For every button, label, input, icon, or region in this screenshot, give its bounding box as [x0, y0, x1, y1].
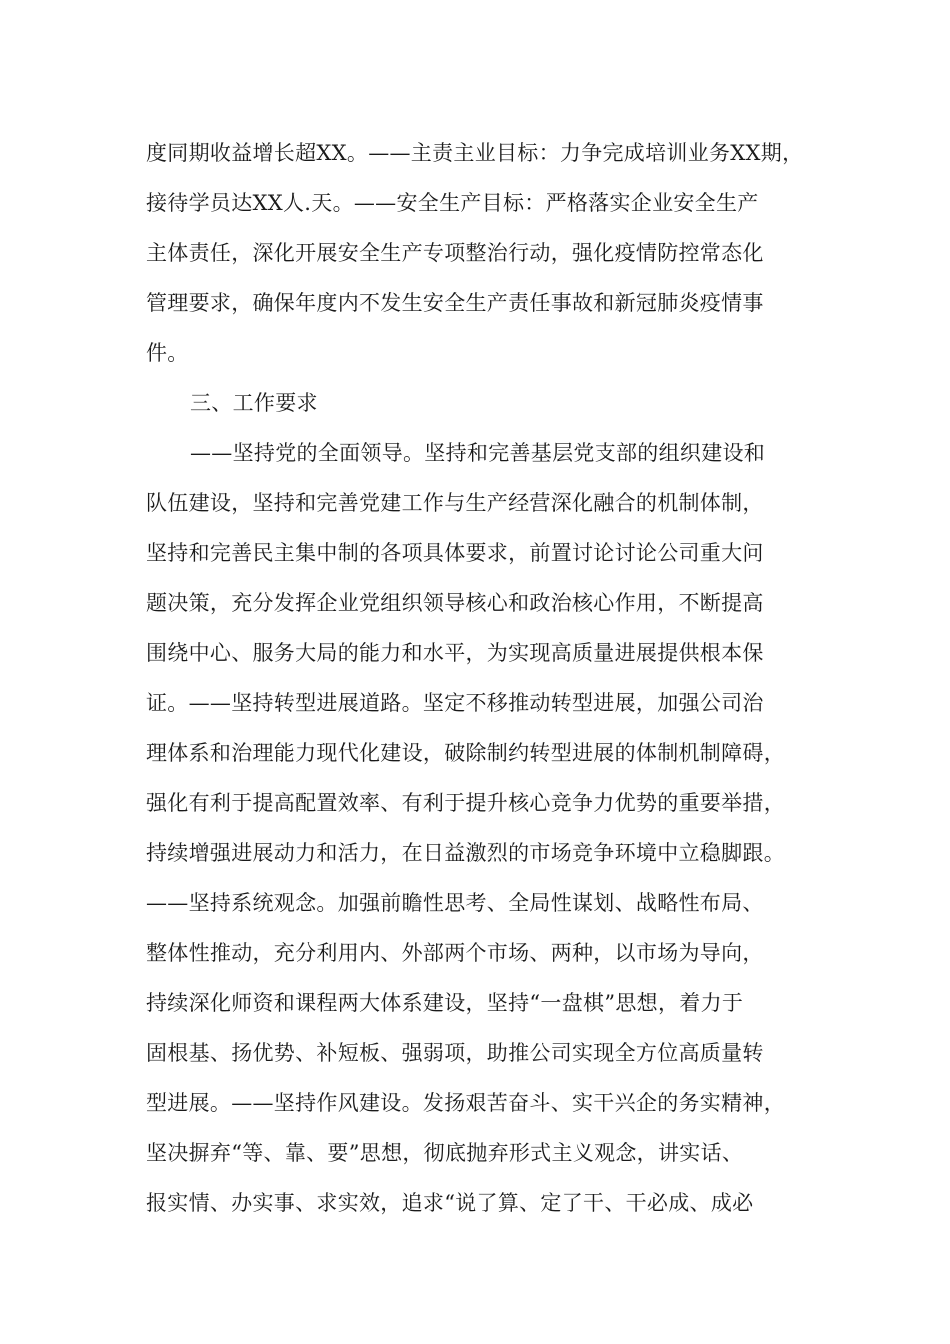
text-line: 坚决摒弃“等、靠、要”思想，彻底抛弃形式主义观念，讲实话、 — [146, 1141, 744, 1165]
text-line: 主体责任，深化开展安全生产专项整治行动，强化疫情防控常态化 — [146, 241, 764, 265]
text-line: 度同期收益增长超XX。——主责主业目标：力争完成培训业务XX期， — [146, 141, 804, 165]
text-line: 件。 — [146, 341, 189, 365]
text-line: 管理要求，确保年度内不发生安全生产责任事故和新冠肺炎疫情事 — [146, 291, 764, 315]
text-line: 强化有利于提高配置效率、有利于提升核心竞争力优势的重要举措， — [146, 791, 785, 815]
section-heading: 三、工作要求 — [190, 391, 318, 415]
text-line: 报实情、办实事、求实效，追求“说了算、定了干、干必成、成必 — [146, 1191, 754, 1215]
text-line: ——坚持党的全面领导。坚持和完善基层党支部的组织建设和 — [190, 441, 766, 465]
text-line: 题决策，充分发挥企业党组织领导核心和政治核心作用，不断提高 — [146, 591, 764, 615]
text-line: 型进展。——坚持作风建设。发扬艰苦奋斗、实干兴企的务实精神， — [146, 1091, 785, 1115]
text-line: 坚持和完善民主集中制的各项具体要求，前置讨论讨论公司重大问 — [146, 541, 764, 565]
text-line: 持续增强进展动力和活力，在日益激烈的市场竞争环境中立稳脚跟。 — [146, 841, 785, 865]
text-line: 围绕中心、服务大局的能力和水平，为实现高质量进展提供根本保 — [146, 641, 764, 665]
text-line: 固根基、扬优势、补短板、强弱项，助推公司实现全方位高质量转 — [146, 1041, 764, 1065]
body-text — [146, 128, 826, 1228]
text-line: 理体系和治理能力现代化建设，破除制约转型进展的体制机制障碍， — [146, 741, 785, 765]
text-line: 接待学员达XX人.天。——安全生产目标：严格落实企业安全生产 — [146, 191, 759, 215]
text-line: 队伍建设，坚持和完善党建工作与生产经营深化融合的机制体制， — [146, 491, 764, 515]
text-line: 整体性推动，充分利用内、外部两个市场、两种，以市场为导向， — [146, 941, 764, 965]
text-line: 证。——坚持转型进展道路。坚定不移推动转型进展，加强公司治 — [146, 691, 764, 715]
text-line: ——坚持系统观念。加强前瞻性思考、全局性谋划、战略性布局、 — [146, 891, 764, 915]
text-line: 持续深化师资和课程两大体系建设，坚持“一盘棋”思想，着力于 — [146, 991, 744, 1015]
